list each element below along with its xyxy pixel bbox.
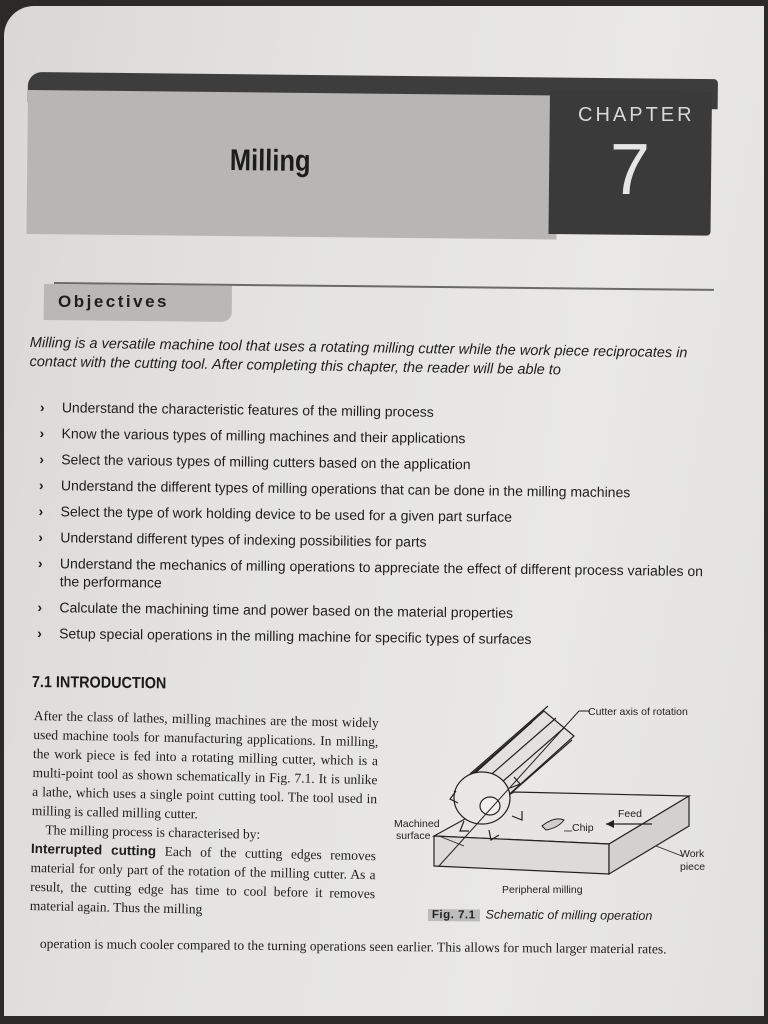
objectives-heading: Objectives: [58, 292, 169, 311]
objective-text: Know the various types of milling machines and their applications: [61, 425, 466, 447]
label-feed: Feed: [618, 808, 642, 820]
list-item: [39, 502, 719, 528]
label-machined: Machined: [394, 818, 440, 830]
objective-text: Calculate the machining time and power based on the material properties: [59, 599, 514, 621]
objective-text: Understand the mechanics of milling operations to appreciate the effect of different process variables on the performance: [59, 555, 704, 591]
bullet-chevron-icon: ›: [39, 450, 45, 468]
label-piece: piece: [680, 861, 706, 873]
list-item: [38, 528, 718, 554]
objective-text: Understand the different types of milling operations that can be done in the milling machines: [60, 477, 631, 501]
label-cutter-axis: Cutter axis of rotation: [588, 706, 688, 718]
list-item: [38, 554, 718, 598]
figure-title: Schematic of milling operation: [485, 907, 653, 923]
run-in-heading: Interrupted cutting: [30, 840, 157, 859]
objective-text: Select the various types of milling cutters based on the application: [61, 451, 471, 473]
bullet-chevron-icon: ›: [39, 398, 45, 416]
label-work: Work: [680, 848, 705, 860]
chapter-title: Milling: [229, 144, 311, 178]
objectives-intro: Milling is a versatile machine tool that uses a rotating milling cutter while the work piece reciprocates in contact with the cutting tool. After completing this chapter, the reader will be able to: [29, 334, 688, 379]
bullet-chevron-icon: ›: [38, 476, 44, 494]
bullet-chevron-icon: ›: [39, 424, 45, 442]
paragraph-continuation: operation is much cooler compared to the turning operations seen earlier. This allows for much larger material rates.: [39, 935, 667, 957]
list-item: [39, 476, 719, 502]
objectives-list: [37, 398, 720, 658]
paragraph: [30, 839, 377, 922]
figure-caption: [428, 907, 652, 923]
list-item: [39, 450, 719, 476]
chapter-number: 7: [610, 130, 651, 210]
milling-schematic: [394, 696, 724, 896]
work-piece-leader: [656, 846, 682, 856]
bullet-chevron-icon: ›: [37, 554, 43, 572]
list-item: [37, 624, 717, 650]
section-heading: 7.1 INTRODUCTION: [31, 674, 167, 693]
label-surface: surface: [396, 830, 431, 842]
objective-text: Understand the characteristic features of the milling process: [61, 399, 434, 420]
objective-text: Setup special operations in the milling machine for specific types of surfaces: [59, 625, 532, 648]
list-item: [39, 424, 719, 450]
objective-text: Understand different types of indexing possibilities for parts: [60, 529, 427, 550]
paragraph-text: Each of the cutting edges removes material for only part of the rotation of the milling cutter. As a result, the cutting edge has time to cool before it removes material again. Thus the milling: [29, 843, 377, 917]
list-item: [40, 398, 720, 424]
bullet-chevron-icon: ›: [37, 598, 43, 616]
label-chip: Chip: [572, 822, 594, 834]
paragraph: The milling process is characterised by:: [45, 822, 261, 842]
paragraph: After the class of lathes, milling machines are the most widely used machine tools for manufacturing applications. In milling, the work piece is fed into a rotating milling cutter, which is a multi-point tool as shown schematically in Fig. 7.1. It is unlike a lathe, which uses a single point cutting tool. The tool used in milling is called milling cutter.: [31, 707, 379, 822]
bullet-chevron-icon: ›: [38, 528, 44, 546]
objective-text: Select the type of work holding device to be used for a given part surface: [60, 503, 513, 525]
book-page: [4, 6, 764, 1016]
list-item: [37, 598, 717, 624]
figure-number: Fig. 7.1: [428, 909, 480, 921]
figure-subtitle: Peripheral milling: [502, 884, 583, 896]
section-body: [30, 706, 379, 922]
bullet-chevron-icon: ›: [38, 502, 44, 520]
bullet-chevron-icon: ›: [37, 624, 42, 642]
chapter-label: CHAPTER: [578, 104, 695, 126]
